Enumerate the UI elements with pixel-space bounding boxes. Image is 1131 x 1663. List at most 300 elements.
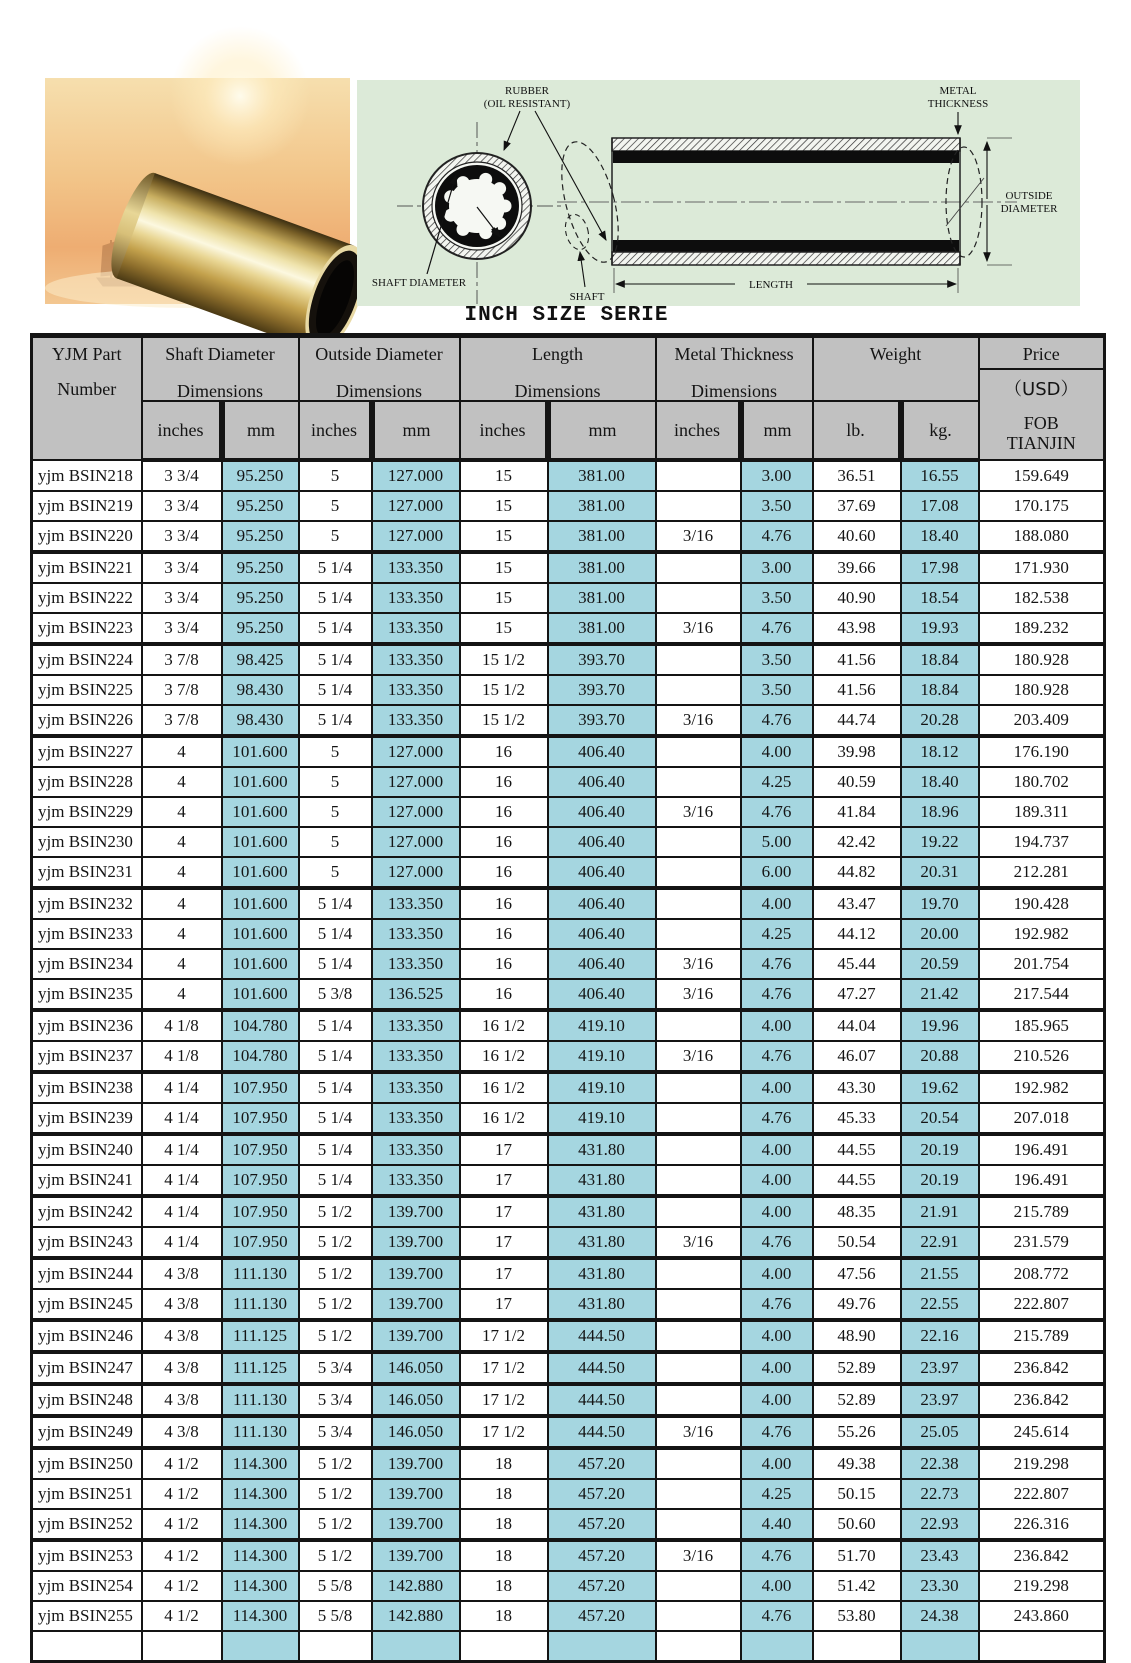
cell-shaft-inches: 3 3/4 [142, 460, 222, 491]
cell-metal-inches [656, 1479, 741, 1509]
col-header-part-number: YJM Part Number [32, 336, 142, 461]
cell-metal-mm: 4.00 [741, 1196, 813, 1227]
cell-od-mm: 136.525 [372, 979, 460, 1010]
cell-od-inches: 5 1/2 [299, 1540, 372, 1571]
cell-shaft-inches: 4 [142, 797, 222, 827]
cell-weight-kg: 20.54 [901, 1103, 979, 1134]
cell-length-mm: 393.70 [548, 675, 656, 705]
cell-od-inches: 5 1/4 [299, 1072, 372, 1103]
cell-price: 210.526 [979, 1041, 1105, 1072]
cell-length-inches: 18 [460, 1601, 548, 1631]
cell-shaft-mm: 107.950 [222, 1134, 299, 1165]
unit-shaft-inches: inches [142, 401, 222, 460]
table-row [32, 675, 1105, 705]
cell-part-number: yjm BSIN218 [32, 460, 142, 491]
cell-part-number: yjm BSIN223 [32, 613, 142, 644]
cell-weight-lb: 44.55 [813, 1134, 901, 1165]
cell-metal-mm: 6.00 [741, 857, 813, 888]
cell-length-mm: 406.40 [548, 797, 656, 827]
cell-shaft-mm: 101.600 [222, 888, 299, 919]
cell-part-number: yjm BSIN248 [32, 1384, 142, 1416]
cell-length-inches: 15 [460, 552, 548, 583]
metal-thickness-label: METAL [939, 85, 977, 97]
cell-metal-mm: 4.00 [741, 1072, 813, 1103]
cell-weight-kg: 21.55 [901, 1258, 979, 1289]
cell-weight-kg: 20.28 [901, 705, 979, 736]
table-row [32, 1352, 1105, 1384]
cell-metal-mm: 3.50 [741, 675, 813, 705]
cell-length-mm: 457.20 [548, 1571, 656, 1601]
cell-part-number: yjm BSIN221 [32, 552, 142, 583]
cell-od-inches: 5 1/2 [299, 1258, 372, 1289]
cell-price: 189.311 [979, 797, 1105, 827]
cell-length-inches: 17 [460, 1227, 548, 1258]
cell-weight-kg: 22.16 [901, 1320, 979, 1352]
cell-length-mm: 406.40 [548, 767, 656, 797]
length-label: LENGTH [749, 279, 793, 291]
cell-price [979, 1631, 1105, 1662]
table-row [32, 1571, 1105, 1601]
cell-weight-lb: 39.66 [813, 552, 901, 583]
cell-metal-inches: 3/16 [656, 1416, 741, 1448]
cell-length-inches: 18 [460, 1479, 548, 1509]
cell-shaft-inches: 3 7/8 [142, 705, 222, 736]
cell-shaft-mm: 101.600 [222, 919, 299, 949]
cell-part-number: yjm BSIN233 [32, 919, 142, 949]
cell-shaft-mm: 114.300 [222, 1601, 299, 1631]
cell-price: 196.491 [979, 1165, 1105, 1196]
cell-part-number: yjm BSIN250 [32, 1448, 142, 1479]
cell-od-mm: 127.000 [372, 460, 460, 491]
cell-od-mm: 133.350 [372, 888, 460, 919]
cell-price: 219.298 [979, 1571, 1105, 1601]
cell-metal-inches: 3/16 [656, 705, 741, 736]
page-title: INCH SIZE SERIE [464, 304, 669, 327]
cell-shaft-inches: 4 1/4 [142, 1196, 222, 1227]
table-row [32, 521, 1105, 552]
cell-weight-lb: 36.51 [813, 460, 901, 491]
cell-od-inches: 5 1/4 [299, 552, 372, 583]
cell-weight-kg: 19.93 [901, 613, 979, 644]
cell-part-number: yjm BSIN228 [32, 767, 142, 797]
cell-metal-inches [656, 1072, 741, 1103]
unit-weight-lb: lb. [813, 401, 901, 460]
cell-od-inches: 5 1/4 [299, 888, 372, 919]
cell-price: 208.772 [979, 1258, 1105, 1289]
cell-metal-mm: 4.76 [741, 1540, 813, 1571]
cell-shaft-inches: 4 1/2 [142, 1540, 222, 1571]
cell-metal-mm: 5.00 [741, 827, 813, 857]
cell-shaft-inches: 3 7/8 [142, 675, 222, 705]
cell-metal-inches [656, 1384, 741, 1416]
cell-weight-lb: 44.82 [813, 857, 901, 888]
table-row [32, 1165, 1105, 1196]
cell-metal-mm: 4.25 [741, 767, 813, 797]
cell-shaft-mm: 111.125 [222, 1352, 299, 1384]
cell-shaft-mm: 101.600 [222, 949, 299, 979]
cell-metal-mm: 4.25 [741, 1479, 813, 1509]
cell-part-number: yjm BSIN254 [32, 1571, 142, 1601]
cell-metal-inches: 3/16 [656, 1227, 741, 1258]
cell-weight-lb: 53.80 [813, 1601, 901, 1631]
table-row [32, 1289, 1105, 1320]
cell-length-mm: 406.40 [548, 827, 656, 857]
cell-shaft-mm: 107.950 [222, 1196, 299, 1227]
cell-weight-kg: 23.97 [901, 1384, 979, 1416]
cell-length-mm: 406.40 [548, 919, 656, 949]
cell-od-inches: 5 [299, 827, 372, 857]
cell-length-inches: 16 [460, 949, 548, 979]
cell-weight-lb: 50.54 [813, 1227, 901, 1258]
cell-price: 194.737 [979, 827, 1105, 857]
unit-length-mm: mm [548, 401, 656, 460]
cell-length-inches: 18 [460, 1540, 548, 1571]
cell-length-inches: 15 [460, 613, 548, 644]
cell-length-mm: 381.00 [548, 613, 656, 644]
cell-shaft-inches: 4 [142, 888, 222, 919]
table-row [32, 1134, 1105, 1165]
cell-metal-mm: 4.25 [741, 919, 813, 949]
cell-od-mm: 127.000 [372, 827, 460, 857]
cell-weight-lb: 52.89 [813, 1384, 901, 1416]
cell-length-mm: 431.80 [548, 1165, 656, 1196]
cell-length-inches: 18 [460, 1448, 548, 1479]
cell-part-number: yjm BSIN229 [32, 797, 142, 827]
cell-price: 245.614 [979, 1416, 1105, 1448]
cell-length-inches: 17 1/2 [460, 1384, 548, 1416]
cell-od-inches: 5 5/8 [299, 1571, 372, 1601]
cell-shaft-inches: 4 [142, 857, 222, 888]
cell-shaft-inches: 4 1/4 [142, 1103, 222, 1134]
cell-weight-kg: 22.55 [901, 1289, 979, 1320]
cell-metal-mm: 4.00 [741, 1352, 813, 1384]
cell-length-mm: 419.10 [548, 1103, 656, 1134]
cell-length-mm: 393.70 [548, 705, 656, 736]
cell-metal-inches [656, 1289, 741, 1320]
cell-od-mm: 146.050 [372, 1352, 460, 1384]
cell-metal-mm: 4.00 [741, 1258, 813, 1289]
cell-part-number: yjm BSIN222 [32, 583, 142, 613]
cell-part-number: yjm BSIN227 [32, 736, 142, 767]
cell-length-mm: 431.80 [548, 1227, 656, 1258]
cell-length-mm: 381.00 [548, 491, 656, 521]
cell-od-mm: 133.350 [372, 1134, 460, 1165]
table-row [32, 1072, 1105, 1103]
cell-weight-kg: 23.43 [901, 1540, 979, 1571]
cell-od-inches: 5 1/2 [299, 1479, 372, 1509]
shaft-label: SHAFT [569, 291, 605, 303]
cell-length-mm: 381.00 [548, 460, 656, 491]
technical-diagram [357, 80, 1080, 306]
cell-price: 189.232 [979, 613, 1105, 644]
cell-weight-lb: 45.44 [813, 949, 901, 979]
cell-shaft-inches: 4 1/4 [142, 1227, 222, 1258]
cell-metal-mm: 4.00 [741, 1448, 813, 1479]
cell-metal-inches [656, 1196, 741, 1227]
rubber-top [613, 151, 959, 163]
table-row [32, 1540, 1105, 1571]
cell-weight-kg: 25.05 [901, 1416, 979, 1448]
cell-od-inches: 5 [299, 736, 372, 767]
table-row [32, 1509, 1105, 1540]
cell-price: 203.409 [979, 705, 1105, 736]
cell-metal-inches [656, 919, 741, 949]
cell-weight-lb: 40.59 [813, 767, 901, 797]
cell-metal-inches: 3/16 [656, 979, 741, 1010]
cell-shaft-mm: 95.250 [222, 460, 299, 491]
cell-length-mm: 444.50 [548, 1384, 656, 1416]
cell-part-number: yjm BSIN225 [32, 675, 142, 705]
cell-metal-mm: 4.00 [741, 1165, 813, 1196]
cell-od-mm: 146.050 [372, 1416, 460, 1448]
table-row [32, 888, 1105, 919]
cell-weight-lb: 40.60 [813, 521, 901, 552]
cell-shaft-mm: 107.950 [222, 1227, 299, 1258]
cell-length-mm: 381.00 [548, 552, 656, 583]
cell-shaft-inches: 4 [142, 827, 222, 857]
cell-od-inches: 5 [299, 767, 372, 797]
cell-price: 236.842 [979, 1352, 1105, 1384]
cell-length-mm: 457.20 [548, 1448, 656, 1479]
cell-length-inches: 15 [460, 491, 548, 521]
cell-length-inches: 15 [460, 583, 548, 613]
cell-od-inches: 5 1/4 [299, 675, 372, 705]
cell-shaft-mm: 95.250 [222, 552, 299, 583]
cell-weight-kg: 20.31 [901, 857, 979, 888]
cell-od-mm: 139.700 [372, 1509, 460, 1540]
cell-od-mm [372, 1631, 460, 1662]
cell-metal-inches: 3/16 [656, 613, 741, 644]
cell-price: 222.807 [979, 1479, 1105, 1509]
table-row [32, 1196, 1105, 1227]
cell-part-number: yjm BSIN232 [32, 888, 142, 919]
cell-weight-kg: 20.88 [901, 1041, 979, 1072]
cell-shaft-mm: 104.780 [222, 1041, 299, 1072]
cell-metal-mm: 4.76 [741, 521, 813, 552]
cell-part-number: yjm BSIN219 [32, 491, 142, 521]
cell-od-inches: 5 1/2 [299, 1227, 372, 1258]
cell-length-inches: 15 [460, 521, 548, 552]
cell-od-inches: 5 1/4 [299, 613, 372, 644]
cell-shaft-inches: 3 7/8 [142, 644, 222, 675]
cell-weight-lb: 55.26 [813, 1416, 901, 1448]
cell-shaft-mm: 95.250 [222, 613, 299, 644]
table-row-empty [32, 1631, 1105, 1662]
cell-metal-inches [656, 1571, 741, 1601]
cell-weight-kg: 19.70 [901, 888, 979, 919]
cell-part-number: yjm BSIN255 [32, 1601, 142, 1631]
cell-weight-kg: 18.54 [901, 583, 979, 613]
cell-price: 192.982 [979, 919, 1105, 949]
cell-od-mm: 127.000 [372, 767, 460, 797]
cell-shaft-inches: 4 3/8 [142, 1384, 222, 1416]
cell-shaft-mm: 114.300 [222, 1571, 299, 1601]
sun-glow [170, 26, 310, 166]
cell-od-mm: 139.700 [372, 1479, 460, 1509]
cell-weight-kg: 18.84 [901, 675, 979, 705]
cell-length-mm: 406.40 [548, 979, 656, 1010]
cell-part-number: yjm BSIN240 [32, 1134, 142, 1165]
cell-length-mm: 444.50 [548, 1416, 656, 1448]
cell-metal-inches [656, 1601, 741, 1631]
cell-weight-kg: 20.59 [901, 949, 979, 979]
cell-od-inches: 5 1/2 [299, 1320, 372, 1352]
cell-price: 171.930 [979, 552, 1105, 583]
cell-length-mm: 444.50 [548, 1320, 656, 1352]
cell-length-mm: 431.80 [548, 1289, 656, 1320]
cell-weight-kg: 20.19 [901, 1134, 979, 1165]
cell-shaft-mm: 114.300 [222, 1540, 299, 1571]
cell-length-inches: 16 1/2 [460, 1041, 548, 1072]
cell-weight-lb: 47.56 [813, 1258, 901, 1289]
table-row [32, 705, 1105, 736]
cell-metal-inches [656, 1258, 741, 1289]
cell-length-mm: 406.40 [548, 888, 656, 919]
cell-metal-mm: 4.76 [741, 613, 813, 644]
spec-table-body [32, 460, 1105, 1662]
cell-od-inches: 5 1/2 [299, 1289, 372, 1320]
cell-part-number: yjm BSIN234 [32, 949, 142, 979]
cell-metal-inches [656, 1103, 741, 1134]
cell-shaft-inches: 4 1/4 [142, 1165, 222, 1196]
cell-od-mm: 133.350 [372, 583, 460, 613]
cell-shaft-inches: 4 1/4 [142, 1134, 222, 1165]
cell-shaft-inches: 3 3/4 [142, 521, 222, 552]
cell-weight-lb: 51.70 [813, 1540, 901, 1571]
cell-weight-lb: 42.42 [813, 827, 901, 857]
cell-weight-lb: 43.98 [813, 613, 901, 644]
cell-od-mm: 133.350 [372, 552, 460, 583]
col-header-weight: Weight [813, 336, 979, 402]
cell-od-inches: 5 1/4 [299, 949, 372, 979]
table-row [32, 460, 1105, 491]
rubber-label-2: (OIL RESISTANT) [483, 98, 571, 110]
cell-length-inches: 16 [460, 979, 548, 1010]
table-row [32, 1227, 1105, 1258]
cell-length-mm: 419.10 [548, 1041, 656, 1072]
cell-length-mm: 406.40 [548, 857, 656, 888]
table-row [32, 1601, 1105, 1631]
cell-shaft-mm: 114.300 [222, 1479, 299, 1509]
cell-price: 159.649 [979, 460, 1105, 491]
cell-length-inches: 16 [460, 797, 548, 827]
table-row [32, 979, 1105, 1010]
cell-length-mm: 381.00 [548, 583, 656, 613]
cell-part-number: yjm BSIN239 [32, 1103, 142, 1134]
cell-od-mm: 127.000 [372, 521, 460, 552]
cell-od-inches: 5 1/4 [299, 644, 372, 675]
cell-length-inches: 16 [460, 736, 548, 767]
table-row [32, 857, 1105, 888]
cell-weight-kg: 18.84 [901, 644, 979, 675]
table-row [32, 1041, 1105, 1072]
cell-od-inches: 5 [299, 521, 372, 552]
cell-metal-inches: 3/16 [656, 521, 741, 552]
cell-shaft-mm: 107.950 [222, 1103, 299, 1134]
cell-part-number: yjm BSIN224 [32, 644, 142, 675]
cell-od-mm: 133.350 [372, 949, 460, 979]
cell-weight-kg: 20.19 [901, 1165, 979, 1196]
cell-shaft-inches: 3 3/4 [142, 583, 222, 613]
cell-metal-mm: 4.00 [741, 1134, 813, 1165]
cell-part-number: yjm BSIN246 [32, 1320, 142, 1352]
cell-metal-mm: 4.76 [741, 1416, 813, 1448]
cell-weight-kg: 24.38 [901, 1601, 979, 1631]
cell-weight-kg: 21.91 [901, 1196, 979, 1227]
table-row [32, 613, 1105, 644]
cell-weight-kg: 22.38 [901, 1448, 979, 1479]
cell-length-inches: 16 1/2 [460, 1103, 548, 1134]
table-row [32, 583, 1105, 613]
cell-price: 236.842 [979, 1540, 1105, 1571]
cell-weight-lb: 46.07 [813, 1041, 901, 1072]
cell-od-mm: 133.350 [372, 1103, 460, 1134]
cell-shaft-mm: 101.600 [222, 827, 299, 857]
cell-od-mm: 139.700 [372, 1258, 460, 1289]
bearing-drawing [357, 80, 1080, 306]
unit-shaft-mm: mm [222, 401, 299, 460]
cell-metal-inches [656, 583, 741, 613]
cell-od-mm: 139.700 [372, 1540, 460, 1571]
cell-length-inches: 17 [460, 1134, 548, 1165]
cell-metal-inches [656, 1320, 741, 1352]
cell-part-number: yjm BSIN238 [32, 1072, 142, 1103]
cell-weight-lb: 51.42 [813, 1571, 901, 1601]
cell-part-number: yjm BSIN249 [32, 1416, 142, 1448]
cell-part-number: yjm BSIN231 [32, 857, 142, 888]
cell-shaft-inches: 4 [142, 736, 222, 767]
cell-od-mm: 142.880 [372, 1601, 460, 1631]
cell-price: 188.080 [979, 521, 1105, 552]
cell-weight-kg: 17.98 [901, 552, 979, 583]
cell-metal-mm: 4.00 [741, 888, 813, 919]
cell-price: 170.175 [979, 491, 1105, 521]
cell-price: 226.316 [979, 1509, 1105, 1540]
cell-shaft-inches: 4 [142, 979, 222, 1010]
cell-metal-mm: 3.50 [741, 644, 813, 675]
units-row [32, 401, 1105, 460]
table-row [32, 919, 1105, 949]
cell-shaft-mm: 114.300 [222, 1448, 299, 1479]
cell-od-mm: 133.350 [372, 1072, 460, 1103]
cell-shaft-inches: 4 3/8 [142, 1258, 222, 1289]
cell-weight-kg: 20.00 [901, 919, 979, 949]
metal-shell-top [612, 138, 960, 151]
cell-price: 243.860 [979, 1601, 1105, 1631]
cell-length-mm: 419.10 [548, 1010, 656, 1041]
cell-part-number: yjm BSIN245 [32, 1289, 142, 1320]
cell-weight-kg: 18.12 [901, 736, 979, 767]
unit-weight-kg: kg. [901, 401, 979, 460]
cell-weight-lb: 40.90 [813, 583, 901, 613]
cell-length-inches: 18 [460, 1509, 548, 1540]
table-row [32, 1479, 1105, 1509]
cell-metal-mm: 4.76 [741, 797, 813, 827]
cell-metal-mm: 4.00 [741, 736, 813, 767]
cell-metal-mm: 3.50 [741, 491, 813, 521]
cell-metal-mm: 4.76 [741, 1041, 813, 1072]
cell-weight-kg: 18.40 [901, 521, 979, 552]
cell-od-mm: 133.350 [372, 675, 460, 705]
cell-length-inches: 17 1/2 [460, 1416, 548, 1448]
cell-shaft-mm: 98.430 [222, 705, 299, 736]
table-row [32, 827, 1105, 857]
cell-shaft-mm: 111.130 [222, 1416, 299, 1448]
cell-shaft-mm: 98.425 [222, 644, 299, 675]
cell-shaft-mm: 98.430 [222, 675, 299, 705]
cell-od-inches [299, 1631, 372, 1662]
cell-part-number: yjm BSIN226 [32, 705, 142, 736]
